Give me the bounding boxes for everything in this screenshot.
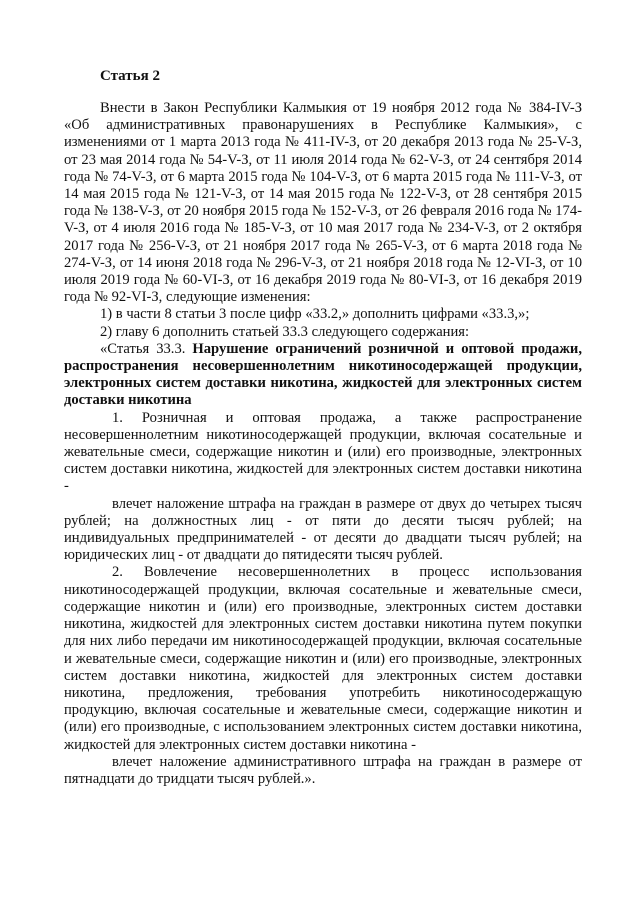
article-part-1-penalty: влечет наложение штрафа на граждан в размере от двух до четырех тысяч рублей; на должностных лиц - от пяти до десяти тысяч рублей; на индивидуальных предпринимателей - от десяти до двадцати тысяч рублей; на юридических лиц - от двадцати до пятидесяти тысяч рублей.: [64, 495, 582, 564]
amendment-item-2: 2) главу 6 дополнить статьей 33.3 следующего содержания:: [100, 323, 470, 340]
article-heading: Статья 2: [100, 68, 160, 84]
new-article-header: [64, 341, 582, 410]
amendment-item-1: 1) в части 8 статьи 3 после цифр «33.2,» дополнить цифрами «33.3,»;: [100, 306, 530, 323]
article-part-2-penalty: влечет наложение административного штрафа на граждан в размере от пятнадцати до тридцати тысяч рублей.».: [64, 753, 582, 787]
article-part-1: 1. Розничная и оптовая продажа, а также распространение несовершеннолетним никотиносодержащей продукции, включая сосательные и жевательные смеси, содержащие никотин и (или) его производные, электронных систем доставки никотина, жидкостей для электронных систем доставки никотина -: [64, 409, 582, 495]
new-article-number: «Статья 33.3.: [100, 340, 186, 357]
document-body: [64, 100, 582, 788]
new-article-title: Нарушение ограничений розничной и оптовой продажи, распространения несовершеннолетним никотиносодержащей продукции, электронных систем доставки никотина, жидкостей для электронных систем доставки никотина: [64, 340, 582, 409]
intro-paragraph: Внести в Закон Республики Калмыкия от 19 ноября 2012 года № 384-IV-З «Об административных правонарушениях в Республике Калмыкия», с изменениями от 1 марта 2013 года № 411-IV-З, от 20 декабря 2013 года № 25-V-З, от 23 мая 2014 года № 54-V-З, от 11 июля 2014 года № 62-V-З, от 24 сентября 2014 года № 74-V-З, от 6 марта 2015 года № 104-V-З, от 6 марта 2015 года № 111-V-З, от 14 мая 2015 года № 121-V-З, от 14 мая 2015 года № 122-V-З, от 28 сентября 2015 года № 138-V-З, от 20 ноября 2015 года № 152-V-З, от 26 февраля 2016 года № 174-V-З, от 4 июля 2016 года № 185-V-З, от 10 мая 2017 года № 234-V-З, от 2 октября 2017 года № 256-V-З, от 21 ноября 2017 года № 265-V-З, от 6 марта 2018 года № 274-V-З, от 14 июня 2018 года № 296-V-З, от 21 ноября 2018 года № 12-VI-З, от 10 июля 2019 года № 60-VI-З, от 16 декабря 2019 года № 80-VI-З, от 16 декабря 2019 года № 92-VI-З, следующие изменения:: [64, 100, 582, 306]
article-part-2: 2. Вовлечение несовершеннолетних в процесс использования никотиносодержащей продукции, включая сосательные и жевательные смеси, содержащие никотин и (или) его производные, электронных систем доставки никотина, жидкостей для электронных систем доставки никотина путем покупки для них либо передачи им никотиносодержащей продукции, включая сосательные и жевательные смеси, содержащие никотин и (или) его производные, электронных систем доставки никотина, жидкостей для электронных систем доставки никотина, предложения, требования употребить никотиносодержащую продукцию, включая сосательные и жевательные смеси, содержащие никотин и (или) его производные, с использованием электронных систем доставки никотина, жидкостей для электронных систем доставки никотина -: [64, 564, 582, 753]
